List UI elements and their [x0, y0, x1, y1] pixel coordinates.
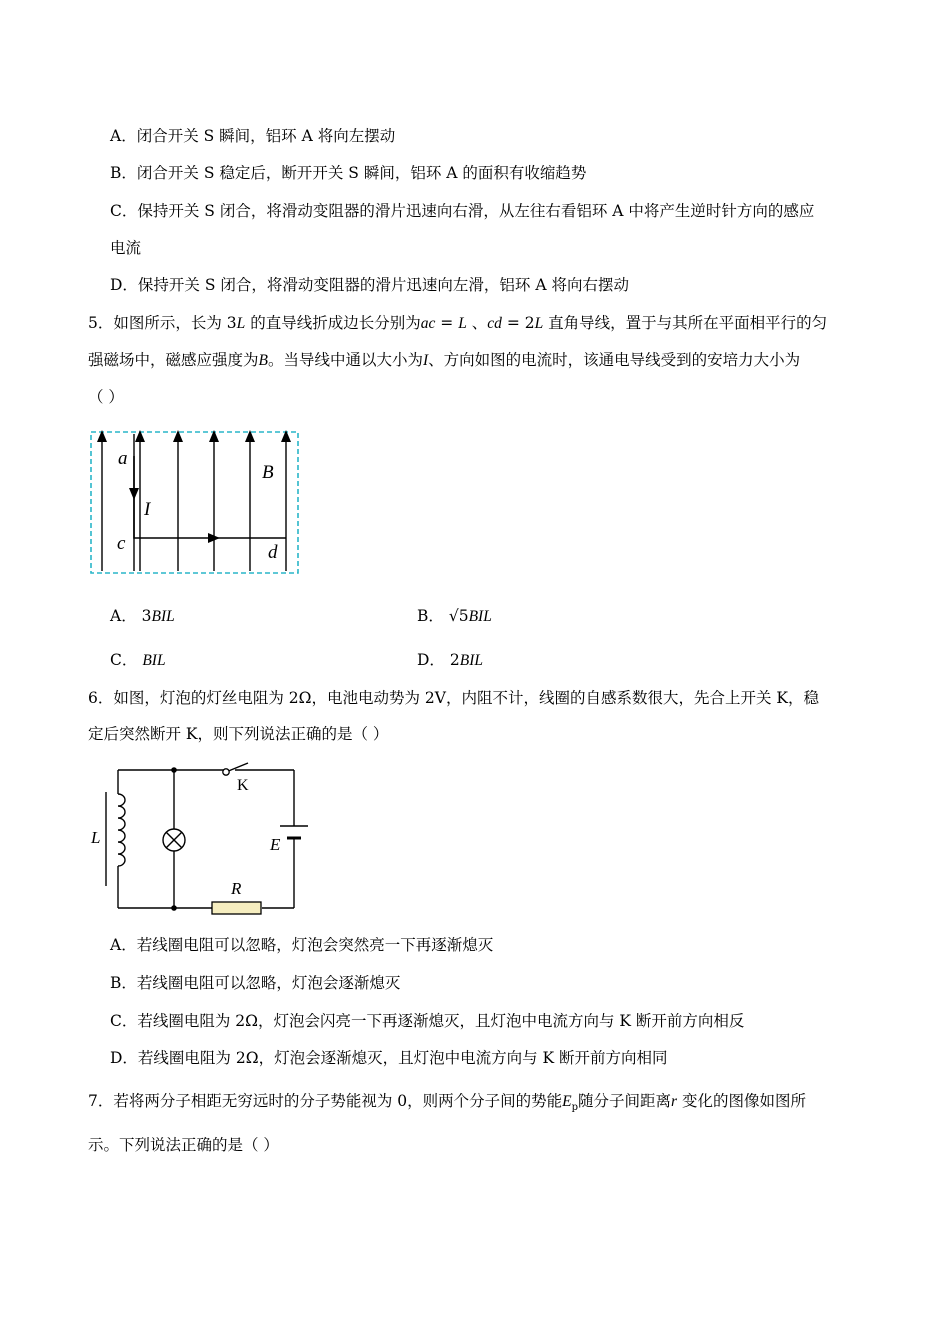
q4-option-a: A．闭合开关 S 瞬间，铝环 A 将向左摆动 [110, 127, 396, 145]
q6-circuit-figure [88, 760, 310, 920]
q7-stem-line2: 示。下列说法正确的是（ ） [88, 1136, 279, 1154]
q6-stem-line1: 6．如图，灯泡的灯丝电阻为 2Ω，电池电动势为 2V，内阻不计，线圈的自感系数很大，先合上开关 K，稳 [88, 689, 819, 707]
label-resistor-r: R [231, 879, 242, 898]
q4-option-d: D．保持开关 S 闭合，将滑动变阻器的滑片迅速向左滑，铝环 A 将向右摆动 [110, 276, 629, 294]
label-switch-k: K [237, 777, 249, 794]
q4-option-b: B．闭合开关 S 稳定后，断开开关 S 瞬间，铝环 A 的面积有收缩趋势 [110, 164, 587, 182]
label-c: c [117, 533, 126, 554]
q5-stem-line2: 强磁场中，磁感应强度为B。当导线中通以大小为I、方向如图的电流时，该通电导线受到的安培力大小为 [88, 351, 801, 369]
q6-option-a: A．若线圈电阻可以忽略，灯泡会突然亮一下再逐渐熄灭 [110, 936, 494, 954]
q5-answer-paren: （ ） [88, 388, 124, 406]
q7-stem-line1: 7．若将两分子相距无穷远时的分子势能视为 0，则两个分子间的势能$E_p$随分子间距离r 变化的图像如图所 [88, 1092, 807, 1114]
label-inductor-l: L [91, 828, 101, 847]
q4-option-c-cont: 电流 [110, 239, 142, 257]
label-emf-e: E [270, 835, 281, 854]
label-a: a [118, 448, 128, 469]
q5-option-c: C． BIL [110, 651, 166, 669]
q4-option-c: C．保持开关 S 闭合，将滑动变阻器的滑片迅速向右滑，从左往右看铝环 A 中将产生逆时针方向的感应 [110, 202, 815, 220]
q6-option-b: B．若线圈电阻可以忽略，灯泡会逐渐熄灭 [110, 974, 401, 992]
q5-magnetic-field-figure [88, 428, 302, 576]
q6-option-d: D．若线圈电阻为 2Ω，灯泡会逐渐熄灭，且灯泡中电流方向与 K 断开前方向相同 [110, 1049, 668, 1067]
q6-stem-line2: 定后突然断开 K，则下列说法正确的是（ ） [88, 725, 389, 743]
q5-option-b: B． √5BIL [417, 607, 492, 625]
label-current: I [144, 499, 151, 520]
q5-stem-line1: 5．如图所示，长为 3L 的直导线折成边长分别为ac = L 、cd = 2L 直角导线，置于与其所在平面相平行的匀 [88, 314, 828, 332]
q6-option-c: C．若线圈电阻为 2Ω，灯泡会闪亮一下再逐渐熄灭，且灯泡中电流方向与 K 断开前方向相反 [110, 1012, 745, 1030]
label-field-b: B [262, 462, 274, 483]
q5-option-d: D． 2BIL [417, 651, 483, 669]
q5-option-a: A． 3BIL [110, 607, 175, 625]
label-d: d [268, 542, 278, 563]
